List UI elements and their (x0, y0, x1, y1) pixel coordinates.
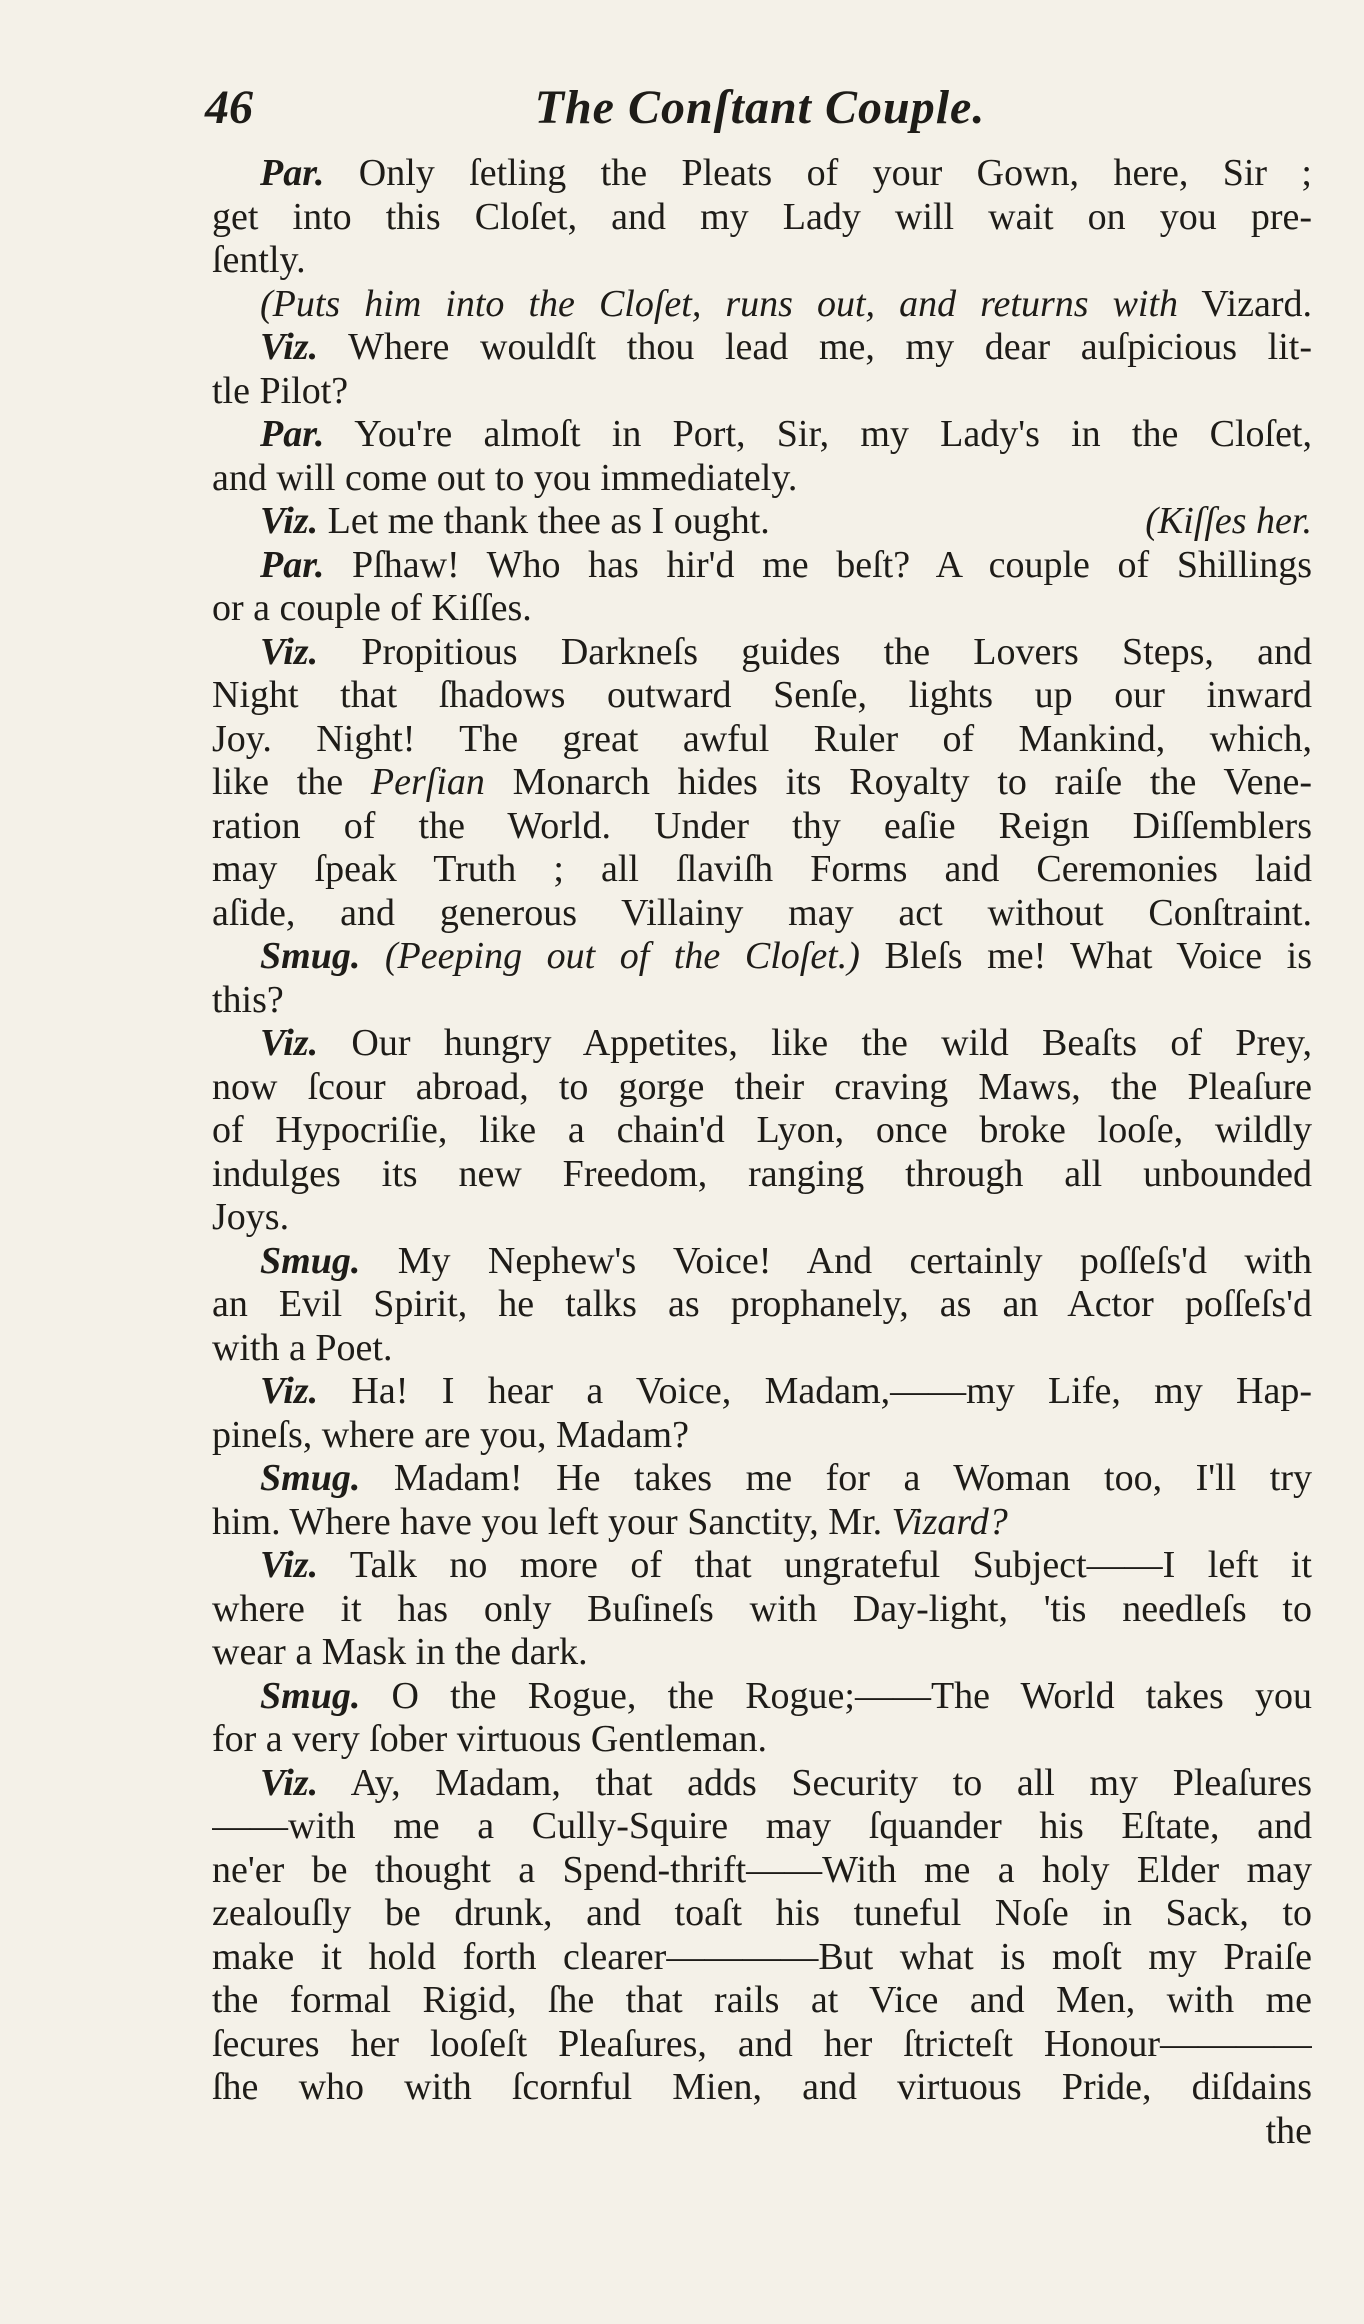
speaker-name: Smug. (260, 1674, 361, 1717)
text-span: Joy. Night! The great awful Ruler of Mankind, which, (212, 717, 1312, 760)
text-line (212, 1240, 1312, 1284)
text-line (212, 1805, 1312, 1849)
text-line (212, 1762, 1312, 1806)
text-line (212, 2066, 1312, 2110)
text-span: Propitious Darkneſs guides the Lovers Steps, and (318, 630, 1312, 673)
text-span: zealouſly be drunk, and toaſt his tuneful Noſe in Sack, to (212, 1892, 1312, 1934)
text-span: like the (212, 761, 371, 803)
text-span: indulges its new Freedom, ranging through all unbounded (212, 1152, 1312, 1195)
speaker-name: Viz. (260, 326, 319, 368)
text-span: make it hold forth clearer————But what is moſt my Praiſe (212, 1935, 1312, 1978)
speaker-name: Par. (260, 152, 325, 194)
text-line (212, 1892, 1312, 1936)
text-span: Madam! He takes me for a Woman too, I'll try (360, 1457, 1312, 1499)
text-line (212, 1327, 1312, 1371)
text-span: ne'er be thought a Spend-thrift——With me a holy Elder may (212, 1848, 1312, 1891)
speaker-name: Smug. (260, 1239, 361, 1282)
speaker-name: Viz. (260, 1022, 319, 1064)
text-line (212, 152, 1312, 196)
text-line (212, 326, 1312, 370)
text-span: and will come out to you immediately. (212, 456, 798, 499)
italic-text: Perſian (370, 761, 485, 803)
text-span: where it has only Buſineſs with Day-light, 'tis needleſs to (212, 1587, 1312, 1630)
text-span: Bleſs me! What Voice is (859, 935, 1312, 977)
italic-text: (Peeping out of the Cloſet.) (384, 935, 860, 977)
catchword: the (1265, 2109, 1312, 2152)
italic-text: (Kiſſes her. (1145, 500, 1312, 542)
text-line (212, 718, 1312, 762)
speaker-name: Viz. (260, 1370, 319, 1412)
text-line (212, 805, 1312, 849)
text-line (212, 979, 1312, 1023)
italic-text: (Puts him into the Cloſet, runs out, and returns with (260, 282, 1179, 325)
text-line (212, 761, 1312, 805)
text-line (212, 1196, 1312, 1240)
text-span: or a couple of Kiſſes. (212, 587, 532, 629)
text-span: tle Pilot? (212, 369, 349, 412)
text-span: Vizard. (1178, 282, 1312, 325)
text-span: wear a Mask in the dark. (212, 1631, 588, 1673)
text-span: ſhe who with ſcornful Mien, and virtuous Pride, diſdains (212, 2066, 1312, 2108)
running-title: The Conſtant Couple. (534, 81, 986, 134)
text-span: ſently. (212, 239, 306, 281)
text-span: ——with me a Cully-Squire may ſquander his Eſtate, and (212, 1805, 1312, 1847)
text-line (212, 587, 1312, 631)
text-line (212, 457, 1312, 501)
text-line (212, 1675, 1312, 1719)
text-span: My Nephew's Voice! And certainly poſſeſs'd with (360, 1239, 1312, 1282)
text-span: Joys. (212, 1196, 290, 1238)
text-span: Night that ſhadows outward Senſe, lights up our inward (212, 674, 1312, 716)
page-number: 46 (205, 81, 253, 134)
speaker-name: Par. (260, 543, 325, 586)
text-line (212, 1501, 1312, 1545)
text-line (212, 674, 1312, 718)
text-span: Talk no more of that ungrateful Subject——I left it (318, 1544, 1312, 1586)
text-span: with a Poet. (212, 1326, 393, 1369)
text-span: the formal Rigid, ſhe that rails at Vice and Men, with me (212, 1979, 1312, 2021)
speaker-name: Par. (260, 413, 325, 455)
text-span: this? (212, 978, 284, 1021)
text-span: Where wouldſt thou lead me, my dear auſpicious lit- (318, 326, 1312, 368)
text-line (212, 1283, 1312, 1327)
text-line (212, 544, 1312, 588)
page-header (205, 80, 1315, 160)
text-line (212, 1414, 1312, 1458)
text-span: Our hungry Appetites, like the wild Beaſts of Prey, (318, 1022, 1312, 1064)
text-span: for a very ſober virtuous Gentleman. (212, 1718, 768, 1760)
text-span: O the Rogue, the Rogue;——The World takes you (360, 1674, 1312, 1717)
text-line (212, 413, 1312, 457)
text-span: Monarch hides its Royalty to raiſe the Vene- (484, 761, 1312, 803)
text-line (212, 1979, 1312, 2023)
text-span: may ſpeak Truth ; all ſlaviſh Forms and Ceremonies laid (212, 848, 1312, 890)
text-line (212, 1936, 1312, 1980)
text-line (212, 1457, 1312, 1501)
text-line (212, 1849, 1312, 1893)
text-span: You're almoſt in Port, Sir, my Lady's in the Cloſet, (324, 413, 1312, 455)
text-line (212, 1109, 1312, 1153)
text-span: pineſs, where are you, Madam? (212, 1413, 689, 1456)
text-body (212, 152, 1312, 2153)
text-line (212, 1544, 1312, 1588)
text-line (212, 848, 1312, 892)
text-line (212, 196, 1312, 240)
text-span: now ſcour abroad, to gorge their craving Maws, the Pleaſure (212, 1065, 1312, 1108)
text-span: Let me thank thee as I ought. (318, 500, 770, 542)
speaker-name: Viz. (260, 630, 319, 673)
text-line (212, 935, 1312, 979)
text-line (212, 370, 1312, 414)
text-span: aſide, and generous Villainy may act without Conſtraint. (212, 891, 1312, 934)
text-span: of Hypocriſie, like a chain'd Lyon, once broke looſe, wildly (212, 1109, 1312, 1151)
speaker-name: Viz. (260, 1761, 319, 1804)
text-line (212, 631, 1312, 675)
speaker-name: Smug. (260, 935, 361, 977)
speaker-name: Viz. (260, 1544, 319, 1586)
text-span: Ay, Madam, that adds Security to all my Pleaſures (318, 1761, 1312, 1804)
text-line (212, 1718, 1312, 1762)
speaker-name: Smug. (260, 1457, 361, 1499)
text-span: get into this Cloſet, and my Lady will wait on you pre- (212, 195, 1312, 238)
text-line (212, 239, 1312, 283)
italic-text: Vizard? (891, 1500, 1008, 1543)
text-line (212, 283, 1312, 327)
text-line (212, 1153, 1312, 1197)
text-span: Pſhaw! Who has hir'd me beſt? A couple of Shillings (324, 543, 1312, 586)
text-line (212, 1631, 1312, 1675)
text-line (212, 2023, 1312, 2067)
text-span: ſecures her looſeſt Pleaſures, and her ſtricteſt Honour———— (212, 2022, 1312, 2065)
text-span: an Evil Spirit, he talks as prophanely, as an Actor poſſeſs'd (212, 1283, 1312, 1325)
text-line (212, 892, 1312, 936)
text-span: Ha! I hear a Voice, Madam,——my Life, my Hap- (318, 1370, 1312, 1412)
text-line (212, 1066, 1312, 1110)
text-line (212, 1370, 1312, 1414)
text-span: Only ſetling the Pleats of your Gown, here, Sir ; (324, 152, 1312, 194)
text-line (212, 1022, 1312, 1066)
text-span: him. Where have you left your Sanctity, Mr. (212, 1500, 892, 1543)
text-span: ration of the World. Under thy eaſie Reign Diſſemblers (212, 804, 1312, 847)
speaker-name: Viz. (260, 500, 319, 542)
text-line (212, 1588, 1312, 1632)
text-line (212, 500, 1312, 544)
text-span (360, 935, 385, 977)
